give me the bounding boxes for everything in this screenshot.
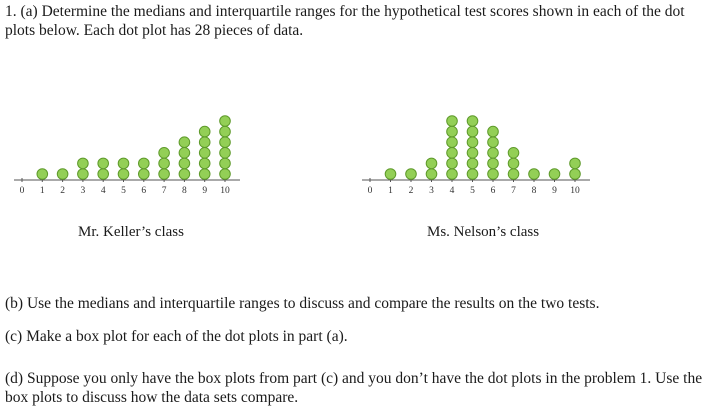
keller-tick-label-3: 3 xyxy=(80,186,86,196)
nelson-dot-3-1 xyxy=(426,169,437,180)
nelson-dot-6-5 xyxy=(488,126,499,137)
nelson-dot-4-2 xyxy=(447,158,458,169)
nelson-dot-7-1 xyxy=(508,169,519,180)
nelson-dot-4-6 xyxy=(447,116,458,127)
keller-dot-6-1 xyxy=(139,169,150,180)
nelson-dot-6-4 xyxy=(488,137,499,148)
nelson-tick-label-6: 6 xyxy=(490,186,496,196)
question-part-a: 1. (a) Determine the medians and interquartile ranges for the hypothetical test scores shown in each of the dot plots below. Each dot plot has 28 pieces of data. xyxy=(5,3,685,39)
keller-dot-7-3 xyxy=(159,148,170,159)
keller-dot-9-1 xyxy=(199,169,210,180)
nelson-dot-5-6 xyxy=(467,116,478,127)
nelson-dot-10-1 xyxy=(570,169,581,180)
nelson-tick-label-10: 10 xyxy=(570,186,580,196)
nelson-dot-5-5 xyxy=(467,126,478,137)
nelson-dot-4-1 xyxy=(447,169,458,180)
nelson-tick-label-9: 9 xyxy=(552,186,557,196)
keller-tick-label-1: 1 xyxy=(39,186,45,196)
keller-dot-plot xyxy=(14,116,240,196)
keller-tick-label-6: 6 xyxy=(141,186,147,196)
nelson-tick-label-1: 1 xyxy=(388,186,393,196)
nelson-dot-4-4 xyxy=(447,137,458,148)
nelson-dot-3-2 xyxy=(426,158,437,169)
question-part-c: (c) Make a box plot for each of the dot plots in part (a). xyxy=(5,328,348,345)
keller-tick-label-2: 2 xyxy=(60,186,65,196)
keller-dot-8-1 xyxy=(179,169,190,180)
nelson-dot-8-1 xyxy=(529,169,540,180)
keller-dot-8-4 xyxy=(179,137,190,148)
nelson-dot-1-1 xyxy=(385,169,396,180)
keller-dot-6-2 xyxy=(139,158,150,169)
keller-dot-10-4 xyxy=(220,137,231,148)
nelson-dot-6-3 xyxy=(488,148,499,159)
nelson-dot-6-2 xyxy=(488,158,499,169)
question-part-b: (b) Use the medians and interquartile ranges to discuss and compare the results on the two tests. xyxy=(5,295,600,312)
nelson-dot-5-1 xyxy=(467,169,478,180)
nelson-tick-label-3: 3 xyxy=(429,186,434,196)
nelson-class-label: Ms. Nelson’s class xyxy=(427,224,540,240)
nelson-dot-5-4 xyxy=(467,137,478,148)
keller-tick-label-7: 7 xyxy=(161,186,167,196)
keller-tick-label-10: 10 xyxy=(220,186,230,196)
keller-dot-10-2 xyxy=(220,158,231,169)
nelson-tick-label-0: 0 xyxy=(367,186,373,196)
nelson-dot-7-3 xyxy=(508,148,519,159)
keller-class-label: Mr. Keller’s class xyxy=(78,224,184,240)
nelson-dot-7-2 xyxy=(508,158,519,169)
keller-dot-7-1 xyxy=(159,169,170,180)
nelson-dot-9-1 xyxy=(549,169,560,180)
keller-dot-10-6 xyxy=(220,116,231,127)
keller-dot-3-1 xyxy=(78,169,89,180)
nelson-dot-10-2 xyxy=(570,158,581,169)
keller-dot-2-1 xyxy=(57,169,68,180)
keller-tick-label-9: 9 xyxy=(202,186,208,196)
keller-tick-label-8: 8 xyxy=(182,186,187,196)
keller-dot-9-4 xyxy=(199,137,210,148)
keller-dot-5-2 xyxy=(118,158,129,169)
keller-dot-1-1 xyxy=(37,169,48,180)
nelson-tick-label-2: 2 xyxy=(408,186,414,196)
nelson-dot-5-3 xyxy=(467,148,478,159)
nelson-tick-label-7: 7 xyxy=(511,186,516,196)
keller-dot-10-5 xyxy=(220,126,231,137)
keller-dot-9-2 xyxy=(199,158,210,169)
keller-dot-7-2 xyxy=(159,158,170,169)
nelson-tick-label-4: 4 xyxy=(449,186,455,196)
keller-dot-5-1 xyxy=(118,169,129,180)
nelson-tick-label-5: 5 xyxy=(470,186,475,196)
nelson-dot-2-1 xyxy=(406,169,417,180)
nelson-dot-6-1 xyxy=(488,169,499,180)
keller-dot-8-2 xyxy=(179,158,190,169)
nelson-dot-plot xyxy=(362,116,590,196)
keller-dot-9-3 xyxy=(199,148,210,159)
keller-tick-label-0: 0 xyxy=(19,186,25,196)
nelson-tick-label-8: 8 xyxy=(531,186,537,196)
keller-dot-10-1 xyxy=(220,169,231,180)
keller-dot-4-2 xyxy=(98,158,109,169)
keller-dot-4-1 xyxy=(98,169,109,180)
nelson-dot-4-3 xyxy=(447,148,458,159)
keller-dot-8-3 xyxy=(179,148,190,159)
nelson-dot-4-5 xyxy=(447,126,458,137)
nelson-dot-5-2 xyxy=(467,158,478,169)
keller-dot-3-2 xyxy=(78,158,89,169)
question-part-d: (d) Suppose you only have the box plots from part (c) and you don’t have the dot plots in the problem 1. Use the box plots to discuss how the data sets compare. xyxy=(5,370,703,406)
keller-tick-label-4: 4 xyxy=(100,186,106,196)
keller-dot-10-3 xyxy=(220,148,231,159)
keller-tick-label-5: 5 xyxy=(121,186,126,196)
keller-dot-9-5 xyxy=(199,126,210,137)
